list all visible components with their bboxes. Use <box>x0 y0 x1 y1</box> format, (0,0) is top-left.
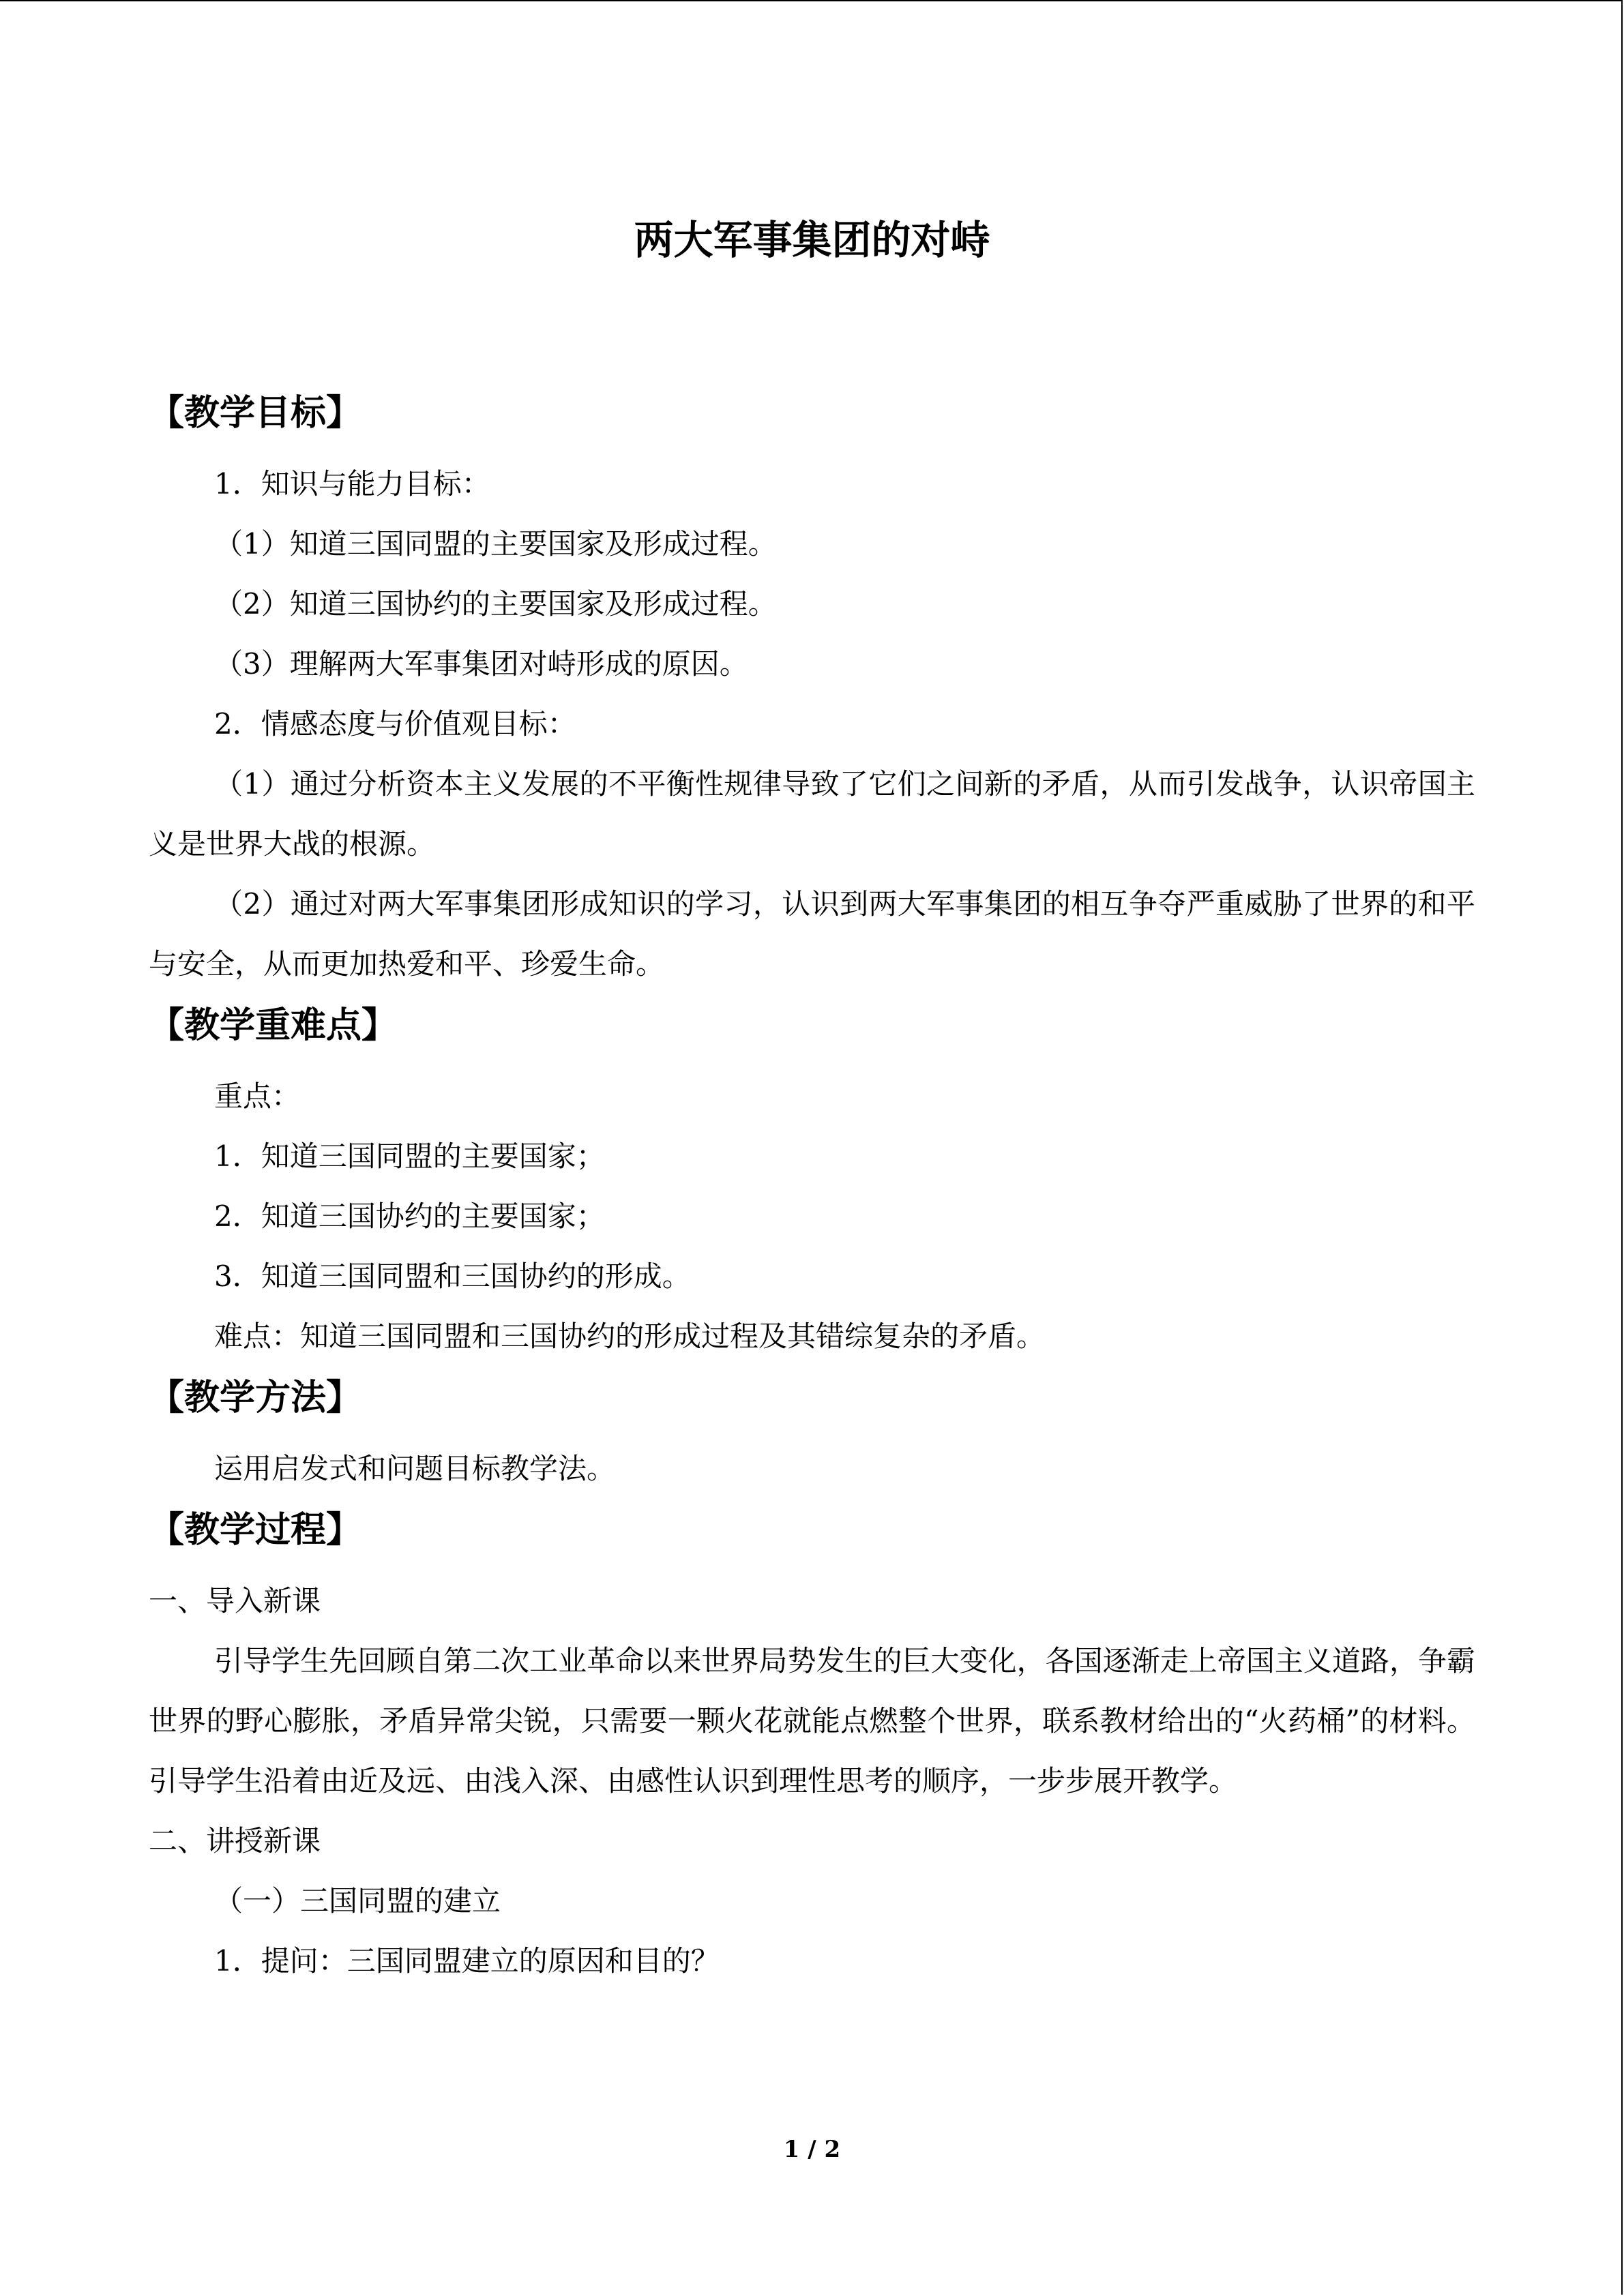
focus-item: 3．知道三国同盟和三国协约的形成。 <box>214 1259 691 1293</box>
goals-knowledge-label: 1．知识与能力目标： <box>214 467 490 501</box>
process-part2-label: 二、讲授新课 <box>149 1824 321 1858</box>
methods-text: 运用启发式和问题目标教学法。 <box>214 1452 616 1485</box>
goals-emotion-item: （2）通过对两大军事集团形成知识的学习，认识到两大军事集团的相互争夺严重威胁了世界的和平与安全，从而更加热爱和平、珍爱生命。 <box>149 887 1475 981</box>
process-part1-text: 引导学生先回顾自第二次工业革命以来世界局势发生的巨大变化，各国逐渐走上帝国主义道路，争霸世界的野心膨胀，矛盾异常尖锐，只需要一颗火花就能点燃整个世界，联系教材给出的“火药桶”的材料。引导学生沿着由近及远、由浅入深、由感性认识到理性思考的顺序，一步步展开教学。 <box>149 1644 1475 1798</box>
focus-item: 2．知道三国协约的主要国家； <box>214 1199 605 1233</box>
document-body <box>149 382 1475 1991</box>
section-heading-goals: 【教学目标】 <box>149 393 362 434</box>
goals-emotion-item: （1）通过分析资本主义发展的不平衡性规律导致了它们之间新的矛盾，从而引发战争，认识帝国主义是世界大战的根源。 <box>149 767 1475 861</box>
focus-item: 1．知道三国同盟的主要国家； <box>214 1139 605 1173</box>
section-heading-key-points: 【教学重难点】 <box>149 1005 398 1046</box>
section-heading-process: 【教学过程】 <box>149 1510 362 1551</box>
goals-knowledge-item: （3）理解两大军事集团对峙形成的原因。 <box>214 647 748 681</box>
process-part1-label: 一、导入新课 <box>149 1584 321 1617</box>
page-title: 两大军事集团的对峙 <box>634 217 990 263</box>
goals-knowledge-item: （1）知道三国同盟的主要国家及形成过程。 <box>214 527 777 561</box>
goals-emotion-label: 2．情感态度与价值观目标： <box>214 707 576 741</box>
process-sub1-question: 1．提问：三国同盟建立的原因和目的？ <box>214 1944 720 1978</box>
difficulty-text: 难点：知道三国同盟和三国协约的形成过程及其错综复杂的矛盾。 <box>214 1320 1046 1353</box>
focus-label: 重点： <box>214 1079 301 1113</box>
goals-knowledge-item: （2）知道三国协约的主要国家及形成过程。 <box>214 587 777 621</box>
page-number: 1 / 2 <box>783 2136 841 2163</box>
section-heading-methods: 【教学方法】 <box>149 1377 362 1418</box>
process-sub1-label: （一）三国同盟的建立 <box>214 1884 501 1918</box>
